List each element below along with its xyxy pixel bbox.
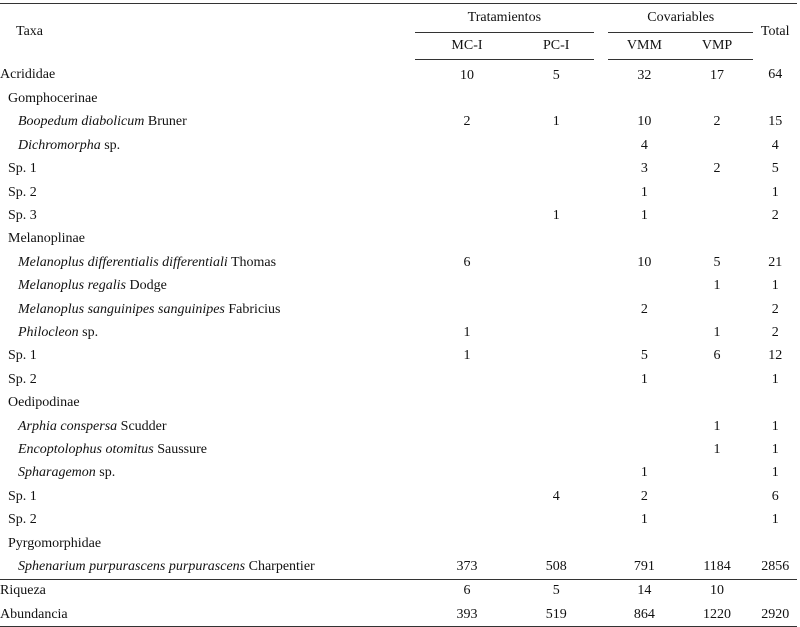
value-mci — [415, 134, 519, 157]
taxon-author: sp. — [95, 465, 116, 481]
value-mci: 373 — [456, 558, 478, 574]
taxon-cell — [0, 438, 415, 461]
value-mci — [415, 532, 519, 555]
value-pci — [519, 368, 594, 391]
value-mci — [415, 438, 519, 461]
value-vmp — [681, 508, 754, 531]
value-vmp — [681, 532, 754, 555]
value-mci — [415, 462, 519, 485]
value-vmp — [681, 298, 754, 321]
value-vmm: 14 — [608, 579, 681, 603]
value-vmp: 5 — [713, 254, 721, 270]
value-mci — [415, 298, 519, 321]
value-total: 2 — [771, 324, 779, 340]
value-vmp — [681, 204, 754, 227]
value-mci: 6 — [415, 579, 519, 603]
taxon-name: Philocleon — [18, 324, 79, 340]
taxon-author: Dodge — [125, 278, 167, 294]
taxon-author: sp. — [78, 324, 99, 340]
taxon-name: Pyrgomorphidae — [8, 535, 102, 551]
taxon-name: Boopedum diabolicum — [18, 114, 145, 130]
header-total: Total — [760, 23, 790, 39]
taxon-name: Sp. 2 — [8, 371, 37, 387]
taxon-cell — [0, 485, 415, 508]
table-row — [0, 508, 797, 531]
value-total: 1 — [771, 441, 779, 457]
table-row — [0, 368, 797, 391]
value-pci — [519, 391, 594, 414]
value-vmp: 6 — [713, 348, 721, 364]
table-row — [0, 60, 797, 88]
value-vmm: 791 — [633, 558, 655, 574]
value-pci — [519, 345, 594, 368]
value-mci — [415, 275, 519, 298]
value-vmm: 10 — [637, 254, 652, 270]
table-row — [0, 532, 797, 555]
value-pci — [519, 508, 594, 531]
value-vmm — [608, 391, 681, 414]
value-pci: 1 — [552, 114, 560, 130]
taxon-name: Dichromorpha — [18, 137, 101, 153]
header-vmm: VMM — [608, 33, 681, 60]
value-total: 1 — [771, 278, 779, 294]
value-mci: 1 — [463, 348, 471, 364]
value-mci — [415, 415, 519, 438]
value-pci: 508 — [545, 558, 567, 574]
value-vmm: 10 — [637, 114, 652, 130]
header-mci: MC-I — [415, 33, 519, 60]
value-pci — [519, 298, 594, 321]
taxon-author: Thomas — [227, 254, 277, 270]
taxon-cell — [0, 462, 415, 485]
taxon-author: sp. — [100, 137, 121, 153]
value-vmm: 3 — [640, 161, 648, 177]
table-row — [0, 579, 797, 603]
value-vmm: 5 — [640, 348, 648, 364]
value-mci — [415, 204, 519, 227]
value-mci — [415, 181, 519, 204]
value-vmp: 10 — [681, 579, 754, 603]
value-vmm: 1 — [640, 184, 648, 200]
value-mci: 6 — [463, 254, 471, 270]
value-pci — [519, 228, 594, 251]
table-row — [0, 228, 797, 251]
table-row — [0, 181, 797, 204]
value-total: 12 — [768, 348, 783, 364]
value-vmm — [608, 415, 681, 438]
taxon-cell — [0, 228, 415, 251]
taxon-cell — [0, 345, 415, 368]
table-row — [0, 555, 797, 579]
value-mci — [415, 485, 519, 508]
table-row — [0, 391, 797, 414]
value-pci — [519, 321, 594, 344]
taxon-author: Scudder — [117, 418, 167, 434]
value-vmm: 32 — [637, 67, 652, 83]
value-pci — [519, 87, 594, 110]
value-pci: 1 — [552, 208, 560, 224]
value-vmp: 1184 — [703, 558, 731, 574]
taxon-cell — [0, 508, 415, 531]
value-total — [753, 87, 797, 110]
table-row — [0, 251, 797, 274]
value-vmm: 1 — [640, 465, 648, 481]
value-total: 15 — [768, 114, 783, 130]
taxon-cell — [0, 204, 415, 227]
value-vmm: 2 — [640, 301, 648, 317]
header-vmp: VMP — [681, 33, 754, 60]
value-pci — [519, 462, 594, 485]
value-vmp: 17 — [710, 67, 725, 83]
taxon-name: Encoptolophus otomitus — [18, 441, 154, 457]
taxon-cell — [0, 579, 415, 603]
value-vmp — [681, 368, 754, 391]
value-vmp: 1220 — [703, 606, 732, 622]
value-total — [753, 228, 797, 251]
taxon-name: Sphenarium purpurascens purpurascens — [18, 558, 246, 574]
value-total: 1 — [771, 184, 779, 200]
value-total: 6 — [771, 488, 779, 504]
table-row — [0, 438, 797, 461]
value-vmm — [608, 228, 681, 251]
taxon-cell — [0, 275, 415, 298]
value-mci — [415, 228, 519, 251]
taxon-name: Oedipodinae — [8, 395, 80, 411]
taxon-cell — [0, 60, 415, 88]
value-total: 5 — [771, 161, 779, 177]
value-mci — [415, 391, 519, 414]
value-vmm: 4 — [640, 137, 648, 153]
table-row — [0, 204, 797, 227]
taxon-name: Acrididae — [0, 67, 56, 83]
header-pci: PC-I — [519, 33, 594, 60]
value-vmp — [681, 485, 754, 508]
taxon-name: Abundancia — [0, 606, 68, 622]
taxon-name: Sp. 1 — [8, 348, 37, 364]
value-vmm — [608, 438, 681, 461]
taxon-author: Saussure — [153, 441, 208, 457]
taxon-name: Sp. 2 — [8, 512, 37, 528]
value-vmm: 1 — [640, 512, 648, 528]
value-mci — [415, 87, 519, 110]
taxon-cell — [0, 158, 415, 181]
taxon-cell — [0, 251, 415, 274]
value-total: 64 — [768, 67, 783, 83]
taxon-cell — [0, 555, 415, 579]
value-vmm: 864 — [633, 606, 655, 622]
taxon-cell — [0, 134, 415, 157]
taxon-cell — [0, 321, 415, 344]
taxon-name: Melanoplinae — [8, 231, 85, 247]
value-total — [753, 391, 797, 414]
value-total — [753, 532, 797, 555]
value-pci — [519, 532, 594, 555]
taxon-cell — [0, 368, 415, 391]
value-vmp — [681, 391, 754, 414]
table-row — [0, 158, 797, 181]
value-total: 1 — [771, 418, 779, 434]
taxon-cell — [0, 415, 415, 438]
taxon-name: Gomphocerinae — [8, 91, 98, 107]
table-row — [0, 345, 797, 368]
value-vmp — [681, 181, 754, 204]
taxon-cell — [0, 181, 415, 204]
taxon-author: Charpentier — [245, 558, 315, 574]
header-tratamientos: Tratamientos — [415, 4, 593, 33]
header-taxa: Taxa — [16, 23, 44, 39]
value-pci — [519, 251, 594, 274]
taxon-cell — [0, 603, 415, 627]
taxon-cell — [0, 391, 415, 414]
value-total: 4 — [771, 137, 779, 153]
taxon-name: Sp. 3 — [8, 208, 37, 224]
value-pci — [519, 415, 594, 438]
value-total: 21 — [768, 254, 783, 270]
table-body — [0, 60, 797, 627]
value-vmp: 1 — [713, 324, 721, 340]
table-row — [0, 134, 797, 157]
value-vmm — [608, 87, 681, 110]
taxon-name: Arphia conspersa — [18, 418, 118, 434]
value-vmp — [681, 462, 754, 485]
value-vmp — [681, 134, 754, 157]
value-vmp — [681, 87, 754, 110]
value-vmp: 1 — [713, 278, 721, 294]
taxon-name: Sp. 1 — [8, 488, 37, 504]
value-total: 1 — [771, 465, 779, 481]
value-pci: 4 — [552, 488, 560, 504]
value-mci — [415, 158, 519, 181]
value-pci — [519, 438, 594, 461]
taxon-author: Fabricius — [224, 301, 281, 317]
table-row — [0, 603, 797, 627]
value-vmp: 2 — [713, 161, 721, 177]
table-row — [0, 298, 797, 321]
value-vmm — [608, 532, 681, 555]
value-pci — [519, 158, 594, 181]
value-vmp: 1 — [713, 441, 721, 457]
table-row — [0, 462, 797, 485]
value-total — [753, 579, 797, 603]
taxon-cell — [0, 532, 415, 555]
taxon-cell — [0, 111, 415, 134]
value-mci — [415, 508, 519, 531]
taxa-abundance-table — [0, 3, 797, 627]
value-total: 2856 — [761, 558, 790, 574]
value-vmm: 2 — [640, 488, 648, 504]
value-vmm: 1 — [640, 371, 648, 387]
table-row — [0, 275, 797, 298]
table-row — [0, 485, 797, 508]
value-vmp — [681, 228, 754, 251]
taxon-name: Melanoplus sanguinipes sanguinipes — [18, 301, 225, 317]
value-vmm — [608, 275, 681, 298]
value-vmp: 2 — [713, 114, 721, 130]
value-vmp: 1 — [713, 418, 721, 434]
value-total: 2920 — [761, 606, 790, 622]
value-pci — [519, 181, 594, 204]
table-row — [0, 321, 797, 344]
value-total: 2 — [771, 301, 779, 317]
value-total: 1 — [771, 512, 779, 528]
value-total: 1 — [771, 371, 779, 387]
value-total: 2 — [771, 208, 779, 224]
value-vmm — [608, 321, 681, 344]
taxon-author: Bruner — [144, 114, 187, 130]
taxon-cell — [0, 87, 415, 110]
value-mci: 1 — [463, 324, 471, 340]
value-mci — [415, 368, 519, 391]
taxon-name: Spharagemon — [18, 465, 96, 481]
table-row — [0, 415, 797, 438]
value-pci: 5 — [519, 579, 594, 603]
taxon-name: Melanoplus differentialis differentiali — [18, 254, 228, 270]
value-pci: 5 — [552, 67, 560, 83]
taxon-name: Sp. 1 — [8, 161, 37, 177]
value-mci: 10 — [459, 67, 474, 83]
taxon-name: Melanoplus regalis — [18, 278, 126, 294]
value-pci — [519, 134, 594, 157]
taxon-cell — [0, 298, 415, 321]
taxon-name: Sp. 2 — [8, 184, 37, 200]
value-mci: 2 — [463, 114, 471, 130]
value-pci: 519 — [545, 606, 567, 622]
value-pci — [519, 275, 594, 298]
taxon-name: Riqueza — [0, 583, 46, 599]
header-covariables: Covariables — [608, 4, 753, 33]
value-mci: 393 — [456, 606, 478, 622]
value-vmm: 1 — [640, 208, 648, 224]
table-row — [0, 111, 797, 134]
table-row — [0, 87, 797, 110]
